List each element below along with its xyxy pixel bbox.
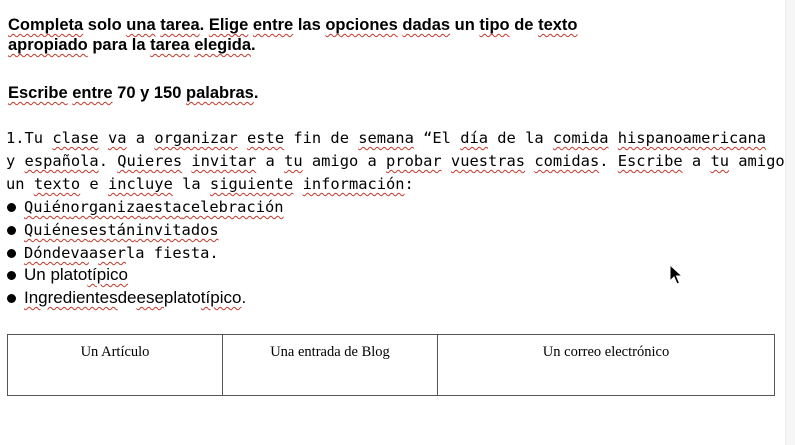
bullet-item-ingredients: Ingredientes de ese plato típico . — [7, 287, 246, 309]
instruction-line-1: Completa solo una tarea. Elige entre las opciones dadas un tipo de texto — [8, 16, 578, 34]
bullet-item-guests: Quiénes están invitados — [7, 219, 219, 241]
bullet-dot-icon — [7, 226, 16, 235]
word-count-instruction: Escribe entre 70 y 150 palabras. — [8, 84, 259, 102]
window-edge — [785, 0, 795, 445]
instruction-line-2: apropiado para la tarea elegida. — [8, 36, 256, 54]
table-row — [8, 335, 775, 396]
bullet-dot-icon — [7, 249, 16, 258]
mouse-pointer-icon — [669, 264, 683, 286]
task-line-3: un texto e incluye la siguiente información: — [6, 175, 414, 193]
option-email-cell[interactable]: Un correo electrónico — [438, 335, 775, 396]
task-line-1: 1.Tu clase va a organizar este fin de semana “El día de la comida hispanoamericana — [6, 129, 767, 147]
bullet-dot-icon — [7, 271, 16, 280]
bullet-dot-icon — [7, 203, 16, 212]
option-blog-entry-cell[interactable]: Una entrada de Blog — [223, 335, 438, 396]
bullet-item-typical-dish: Un plato típico — [7, 264, 128, 286]
bullet-item-organizer: Quién organiza esta celebración — [7, 196, 284, 218]
task-line-2: y española. Quieres invitar a tu amigo a probar vuestras comidas. Escribe a tu amigo — [6, 152, 785, 170]
option-article-cell[interactable]: Un Artículo — [8, 335, 223, 396]
bullet-item-location: Dónde va a ser la fiesta. — [7, 242, 219, 264]
bullet-dot-icon — [7, 294, 16, 303]
text-type-options-table — [7, 334, 775, 396]
